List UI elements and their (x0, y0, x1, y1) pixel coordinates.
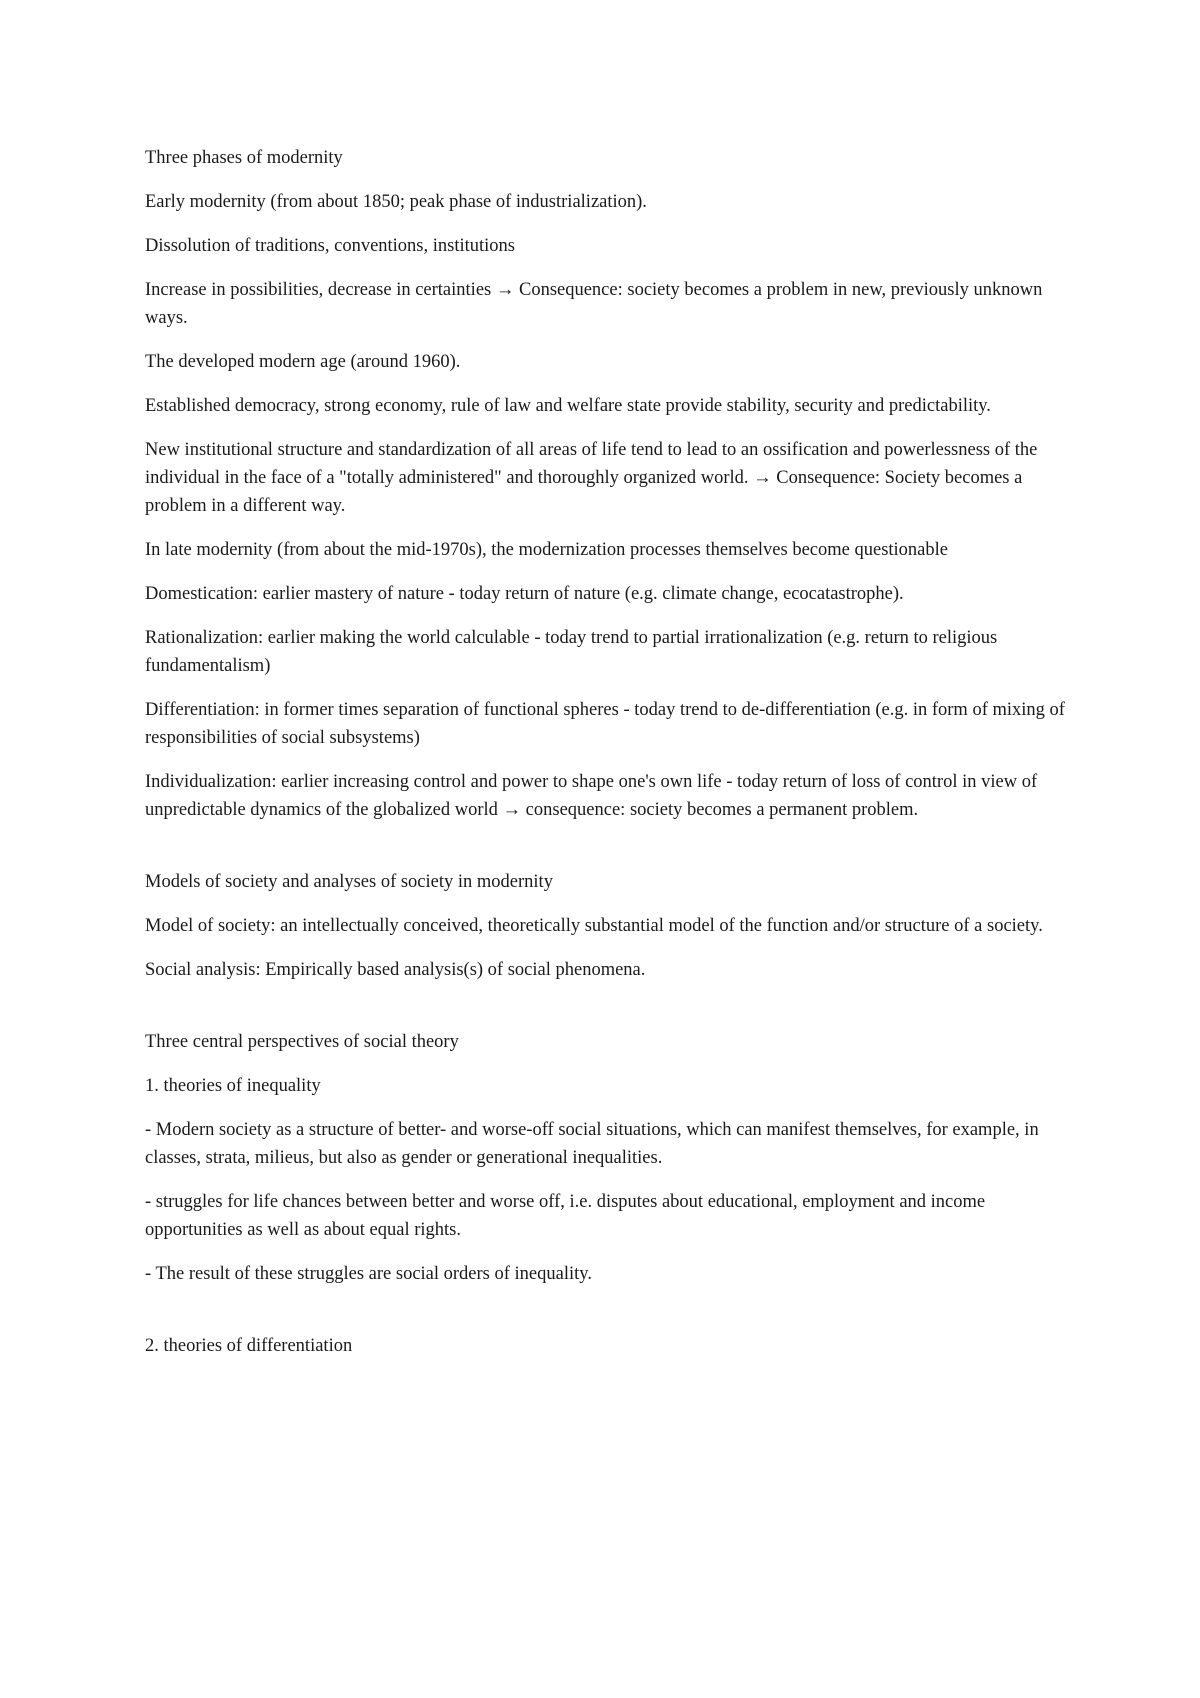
paragraph: Increase in possibilities, decrease in certainties → Consequence: society becomes a problem in new, previously unknown ways. (145, 280, 1043, 328)
paragraph: Domestication: earlier mastery of nature - today return of nature (e.g. climate change, ecocatastrophe). (145, 584, 904, 604)
blank-line (145, 1304, 1075, 1332)
paragraph: Individualization: earlier increasing control and power to shape one's own life - today return of loss of control in view of unpredictable dynamics of the globalized world → consequence: society becomes a permanent problem. (145, 772, 1038, 820)
paragraph: Early modernity (from about 1850; peak phase of industrialization). (145, 192, 647, 212)
section-heading-perspectives: Three central perspectives of social theory (145, 1032, 459, 1052)
paragraph: The developed modern age (around 1960). (145, 352, 461, 372)
document-body (145, 144, 1075, 1376)
paragraph: - struggles for life chances between better and worse off, i.e. disputes about educational, employment and income opportunities as well as about equal rights. (145, 1192, 986, 1240)
paragraph: In late modernity (from about the mid-1970s), the modernization processes themselves become questionable (145, 540, 948, 560)
paragraph: Rationalization: earlier making the world calculable - today trend to partial irrationalization (e.g. return to religious fundamentalism) (145, 628, 998, 676)
paragraph: Social analysis: Empirically based analysis(s) of social phenomena. (145, 960, 646, 980)
section-heading-phases: Three phases of modernity (145, 148, 343, 168)
paragraph: - The result of these struggles are social orders of inequality. (145, 1264, 592, 1284)
paragraph: - Modern society as a structure of better- and worse-off social situations, which can manifest themselves, for example, in classes, strata, milieus, but also as gender or generational inequalities. (145, 1120, 1039, 1168)
paragraph: Model of society: an intellectually conceived, theoretically substantial model of the function and/or structure of a society. (145, 916, 1043, 936)
paragraph: 1. theories of inequality (145, 1076, 321, 1096)
paragraph: Differentiation: in former times separation of functional spheres - today trend to de-differentiation (e.g. in form of mixing of responsibilities of social subsystems) (145, 700, 1065, 748)
section-heading-differentiation: 2. theories of differentiation (145, 1336, 353, 1356)
blank-line (145, 1000, 1075, 1028)
section-heading-models: Models of society and analyses of society in modernity (145, 872, 553, 892)
paragraph: Dissolution of traditions, conventions, institutions (145, 236, 515, 256)
paragraph: Established democracy, strong economy, rule of law and welfare state provide stability, security and predictability. (145, 396, 991, 416)
blank-line (145, 840, 1075, 868)
paragraph: New institutional structure and standardization of all areas of life tend to lead to an ossification and powerlessness of the individual in the face of a "totally administered" and thoroughly organized world. → Consequence: Society becomes a problem in a different way. (145, 440, 1038, 516)
